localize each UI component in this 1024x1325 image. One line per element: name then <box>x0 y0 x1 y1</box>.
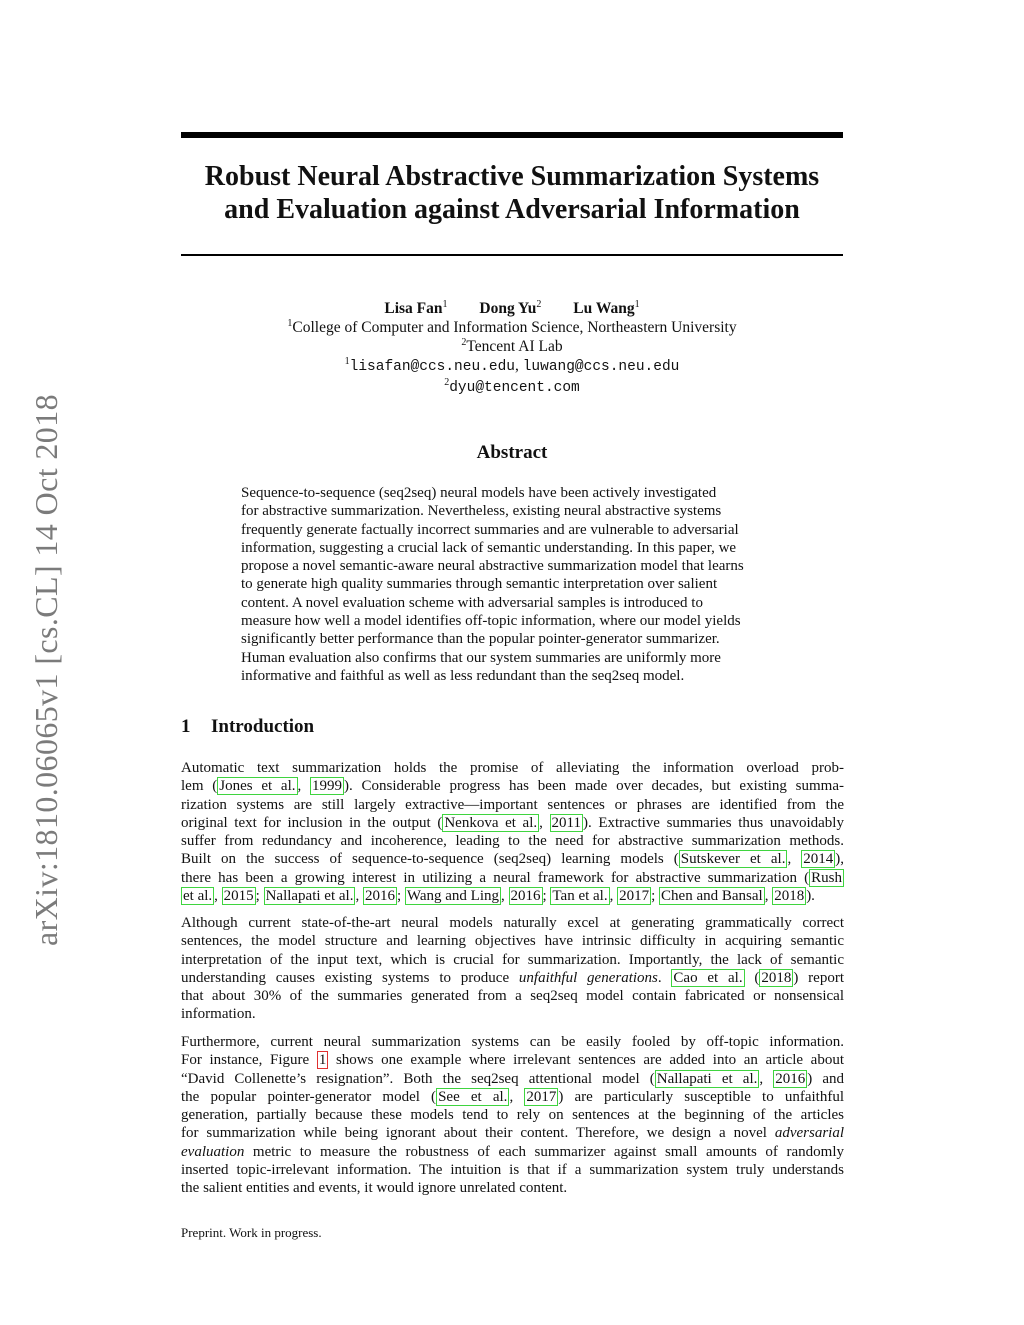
text-run: , <box>759 1070 774 1087</box>
citation-link[interactable]: 1999 <box>312 778 343 795</box>
text-line <box>181 1143 844 1161</box>
abstract-line: significantly better performance than the popular pointer-generator summarizer. <box>241 631 720 648</box>
email-lisafan[interactable]: lisafan@ccs.neu.edu <box>349 359 515 375</box>
text-run: . <box>657 969 672 986</box>
text-line <box>181 887 844 905</box>
text-run: ; <box>542 888 551 905</box>
abstract-heading: Abstract <box>476 442 548 463</box>
text-line <box>181 1070 844 1088</box>
text-line: interpretation of the input text, which is crucial for summarization. Importantly, the lack of semantic <box>181 951 844 968</box>
email-separator: , <box>514 357 523 374</box>
email-dyu[interactable]: dyu@tencent.com <box>449 380 580 396</box>
citation-link[interactable]: 2017 <box>526 1088 557 1105</box>
author-affil-mark: 1 <box>442 298 448 310</box>
author-1 <box>384 299 447 318</box>
abstract-body <box>241 484 783 685</box>
section-title: Introduction <box>211 716 315 737</box>
text-run: ; <box>651 888 660 905</box>
intro-paragraph-3 <box>181 1033 844 1198</box>
affil-mark: 1 <box>287 317 293 329</box>
figure-ref-link[interactable]: 1 <box>318 1052 327 1069</box>
text-run: , <box>509 1088 525 1105</box>
abstract-line: measure how well a model identifies off-topic information, where our model yields <box>241 613 741 630</box>
text-line <box>181 969 844 987</box>
text-line: suffer from redundancy and incoherence, leading to the need for abstractive summarization methods. <box>181 833 844 850</box>
intro-paragraph-2 <box>181 914 844 1024</box>
text-run: , <box>539 814 550 831</box>
citation-link[interactable]: Nallapati et al. <box>265 888 354 905</box>
abstract-line: Sequence-to-sequence (seq2seq) neural models have been actively investigated <box>241 485 717 501</box>
text-run: ) and <box>807 1070 845 1087</box>
text-line: Furthermore, current neural summarization systems can be easily fooled by off-topic information. <box>181 1034 844 1050</box>
section-number: 1 <box>181 716 191 737</box>
citation-link[interactable]: Cao et al. <box>673 969 743 986</box>
text-run: ; <box>255 888 264 905</box>
text-run: ), <box>835 851 845 868</box>
text-line: the salient entities and events, it would ignore unrelated content. <box>181 1180 568 1197</box>
text-line <box>181 869 844 887</box>
abstract-line: for abstractive summarization. Nevertheless, existing neural abstractive systems <box>241 503 722 520</box>
citation-link[interactable]: 2014 <box>803 851 834 868</box>
text-line: Although current state-of-the-art neural models naturally excel at generating grammatically correct <box>181 915 844 931</box>
author-name: Lisa Fan <box>384 300 443 317</box>
affil-mark: 2 <box>461 336 467 348</box>
affiliation-2 <box>181 337 843 356</box>
citation-link[interactable]: Wang and Ling <box>406 888 499 905</box>
emphasis-text: adversarial <box>774 1125 844 1142</box>
citation-link[interactable]: 2016 <box>775 1070 806 1087</box>
text-run: there has been a growing interest in utilizing a neural framework for abstractive summarization ( <box>181 869 810 886</box>
text-run: , <box>214 888 222 905</box>
author-names <box>181 299 843 318</box>
text-run: , <box>764 888 773 905</box>
text-run: ) are particularly susceptible to unfaithful <box>558 1088 845 1105</box>
email-line-2 <box>181 377 843 398</box>
email-luwang[interactable]: luwang@ccs.neu.edu <box>522 359 680 375</box>
citation-link[interactable]: Nenkova et al. <box>444 814 538 831</box>
author-affil-mark: 2 <box>536 298 542 310</box>
text-run: metric to measure the robustness of each summarizer against small amounts of randomly <box>244 1143 844 1160</box>
abstract-line: content. A novel evaluation scheme with adversarial samples is introduced to <box>241 594 703 611</box>
citation-link[interactable]: Nallapati et al. <box>656 1070 758 1087</box>
abstract-line: to generate high quality summaries through semantic interpretation over salient <box>241 576 718 593</box>
affiliation-text: Tencent AI Lab <box>466 338 563 355</box>
text-line: generation, partially because these models tend to rely on sentences at the beginning of the articles <box>181 1107 844 1124</box>
citation-link[interactable]: 2011 <box>551 814 581 831</box>
text-line: information. <box>181 1006 256 1023</box>
citation-link[interactable]: 2016 <box>364 888 395 905</box>
text-run: ). Considerable progress has been made over decades, but existing summa- <box>344 778 844 795</box>
text-line: inserted topic-irrelevant information. The intuition is that if a summarization system truly understands <box>181 1162 844 1179</box>
citation-link[interactable]: 2016 <box>510 888 541 905</box>
paper-title <box>181 160 843 226</box>
title-line-2: and Evaluation against Adversarial Information <box>224 194 800 225</box>
text-run: , <box>787 851 802 868</box>
citation-link[interactable]: Tan et al. <box>552 888 608 905</box>
abstract-line: propose a novel semantic-aware neural abstractive summarization model that learns <box>241 558 744 575</box>
text-line: rization systems are still largely extractive—important sentences or phrases are identified from the <box>181 796 844 813</box>
text-line <box>181 1051 844 1069</box>
abstract-line: information, suggesting a crucial lack of semantic understanding. In this paper, we <box>241 539 737 556</box>
text-line: sentences, the model structure and learning objectives have intrinsic difficulty in acquiring semantic <box>181 933 844 950</box>
title-rule-bottom <box>181 254 843 256</box>
text-line: Automatic text summarization holds the promise of alleviating the information overload prob- <box>181 760 844 776</box>
citation-link[interactable]: Rush <box>811 869 842 886</box>
citation-link[interactable]: See et al. <box>438 1088 508 1105</box>
citation-link[interactable]: 2018 <box>761 969 792 986</box>
citation-link[interactable]: Chen and Bansal <box>661 888 763 905</box>
text-run: , <box>297 778 311 795</box>
text-run: lem ( <box>181 778 218 795</box>
text-run: original text for inclusion in the output ( <box>181 814 443 831</box>
text-run: Built on the success of sequence-to-sequence (seq2seq) learning models ( <box>181 851 679 868</box>
text-run: the popular pointer-generator model ( <box>181 1088 437 1105</box>
citation-link[interactable]: Sutskever et al. <box>680 851 786 868</box>
abstract-line: informative and faithful as well as less redundant than the seq2seq model. <box>241 667 685 684</box>
arxiv-stamp: arXiv:1810.06065v1 [cs.CL] 14 Oct 2018 <box>28 393 64 946</box>
affiliation-1 <box>181 318 843 337</box>
text-line <box>181 1124 844 1142</box>
text-run: “David Collenette’s resignation”. Both the seq2seq attentional model ( <box>181 1070 655 1087</box>
author-name: Lu Wang <box>573 300 635 317</box>
text-run: , <box>501 888 509 905</box>
author-affil-mark: 1 <box>634 298 640 310</box>
author-block <box>181 299 843 398</box>
author-name: Dong Yu <box>479 300 537 317</box>
text-line <box>181 1088 844 1106</box>
abstract-line: Human evaluation also confirms that our system summaries are uniformly more <box>241 649 721 666</box>
text-run: ). <box>806 888 815 905</box>
email-line-1 <box>181 356 843 377</box>
text-line <box>181 777 844 795</box>
text-line: that about 30% of the summaries generated from a seq2seq model contain fabricated or nonsensical <box>181 988 844 1005</box>
author-3 <box>573 299 639 318</box>
text-run: ; <box>396 888 405 905</box>
emphasis-text: unfaithful generations <box>518 969 658 986</box>
text-run: ( <box>744 969 760 986</box>
emphasis-text: evaluation <box>181 1143 245 1160</box>
citation-link[interactable]: 2015 <box>223 888 254 905</box>
text-run: ). Extractive summaries thus unavoidably <box>582 814 844 831</box>
affil-mark: 1 <box>344 355 350 367</box>
citation-link[interactable]: 2018 <box>774 888 805 905</box>
intro-paragraph-1 <box>181 759 844 905</box>
text-line <box>181 850 844 868</box>
author-2 <box>479 299 541 318</box>
text-run: , <box>355 888 363 905</box>
text-run: For instance, Figure <box>181 1052 317 1069</box>
title-rule-top <box>181 132 843 138</box>
footer-note: Preprint. Work in progress. <box>181 1225 322 1240</box>
title-line-1: Robust Neural Abstractive Summarization Systems <box>204 161 820 192</box>
text-run: ) report <box>793 969 844 986</box>
text-run: understanding causes existing systems to produce <box>181 969 519 986</box>
section-heading-introduction <box>181 716 314 738</box>
affiliation-text: College of Computer and Information Science, Northeastern University <box>292 319 737 336</box>
citation-link[interactable]: et al. <box>183 888 213 905</box>
citation-link[interactable]: 2017 <box>619 888 650 905</box>
citation-link[interactable]: Jones et al. <box>219 778 296 795</box>
text-run: , <box>609 888 618 905</box>
text-line <box>181 814 844 832</box>
text-run: for summarization while being ignorant about their content. Therefore, we design a novel <box>181 1125 775 1142</box>
affil-mark: 2 <box>444 376 450 388</box>
text-run: shows one example where irrelevant sentences are added into an article about <box>328 1052 844 1069</box>
abstract-line: frequently generate factually incorrect summaries and are vulnerable to adversarial <box>241 521 739 538</box>
